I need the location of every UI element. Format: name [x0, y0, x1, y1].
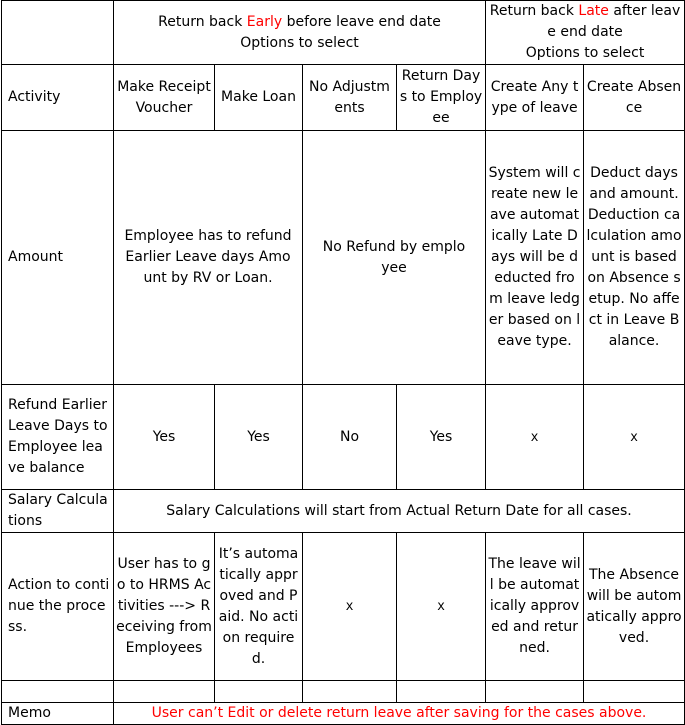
- empty-cell: [215, 681, 303, 703]
- return-leave-options-table: [1, 0, 685, 725]
- activity-create-absence: Create Absence: [584, 65, 685, 131]
- salary-row: [2, 490, 685, 533]
- late-header-prefix: Return back: [489, 3, 579, 19]
- empty-cell: [303, 681, 397, 703]
- amount-early-refund: Employee has to refund Earlier Leave days Amount by RV or Loan.: [114, 131, 303, 385]
- header-row: [2, 1, 685, 65]
- action-label: Action to continue the process.: [2, 533, 114, 681]
- refund-create-absence: x: [584, 385, 685, 490]
- refund-no-adjustments: No: [303, 385, 397, 490]
- activity-make-loan: Make Loan: [215, 65, 303, 131]
- refund-make-loan: Yes: [215, 385, 303, 490]
- refund-return-days: Yes: [397, 385, 486, 490]
- action-make-loan: It’s automatically approved and Paid. No action required.: [215, 533, 303, 681]
- late-header: [486, 1, 685, 65]
- refund-row: [2, 385, 685, 490]
- memo-row: [2, 703, 685, 725]
- amount-no-refund: No Refund by employee: [303, 131, 486, 385]
- activity-label: Activity: [2, 65, 114, 131]
- late-options-label: Options to select: [525, 45, 645, 61]
- action-create-absence: The Absence will be automatically approved.: [584, 533, 685, 681]
- amount-label: Amount: [2, 131, 114, 385]
- refund-label: Refund Earlier Leave Days to Employee leave balance: [2, 385, 114, 490]
- refund-create-leave: x: [486, 385, 584, 490]
- refund-receipt-voucher: Yes: [114, 385, 215, 490]
- empty-row: [2, 681, 685, 703]
- empty-cell: [114, 681, 215, 703]
- empty-cell: [397, 681, 486, 703]
- empty-cell: [2, 681, 114, 703]
- corner-cell: [2, 1, 114, 65]
- empty-cell: [486, 681, 584, 703]
- activity-return-days: Return Days to Employee: [397, 65, 486, 131]
- early-header-suffix: before leave end date: [282, 13, 441, 30]
- early-options-label: Options to select: [240, 34, 359, 51]
- late-keyword: Late: [578, 3, 609, 19]
- early-keyword: Early: [246, 13, 283, 30]
- memo-label: Memo: [2, 703, 114, 725]
- activity-no-adjustments: No Adjustments: [303, 65, 397, 131]
- activity-row: [2, 65, 685, 131]
- memo-text: User can’t Edit or delete return leave after saving for the cases above.: [114, 703, 685, 725]
- early-header-prefix: Return back: [158, 13, 247, 30]
- amount-late-absence: Deduct days and amount. Deduction calculation amount is based on Absence setup. No affect in Leave Balance.: [584, 131, 685, 385]
- amount-late-leave: System will create new leave automatically Late Days will be deducted from leave ledger based on leave type.: [486, 131, 584, 385]
- activity-create-leave: Create Any type of leave: [486, 65, 584, 131]
- early-header: [114, 1, 486, 65]
- salary-label: Salary Calculations: [2, 490, 114, 533]
- action-receipt-voucher: User has to go to HRMS Activities ---> Receiving from Employees: [114, 533, 215, 681]
- late-header-suffix: after leave end date: [547, 3, 681, 40]
- action-create-leave: The leave will be automatically approved and returned.: [486, 533, 584, 681]
- action-no-adjustments: x: [303, 533, 397, 681]
- activity-make-receipt-voucher: Make Receipt Voucher: [114, 65, 215, 131]
- salary-text: Salary Calculations will start from Actual Return Date for all cases.: [114, 490, 685, 533]
- action-return-days: x: [397, 533, 486, 681]
- empty-cell: [584, 681, 685, 703]
- action-row: [2, 533, 685, 681]
- amount-row: [2, 131, 685, 385]
